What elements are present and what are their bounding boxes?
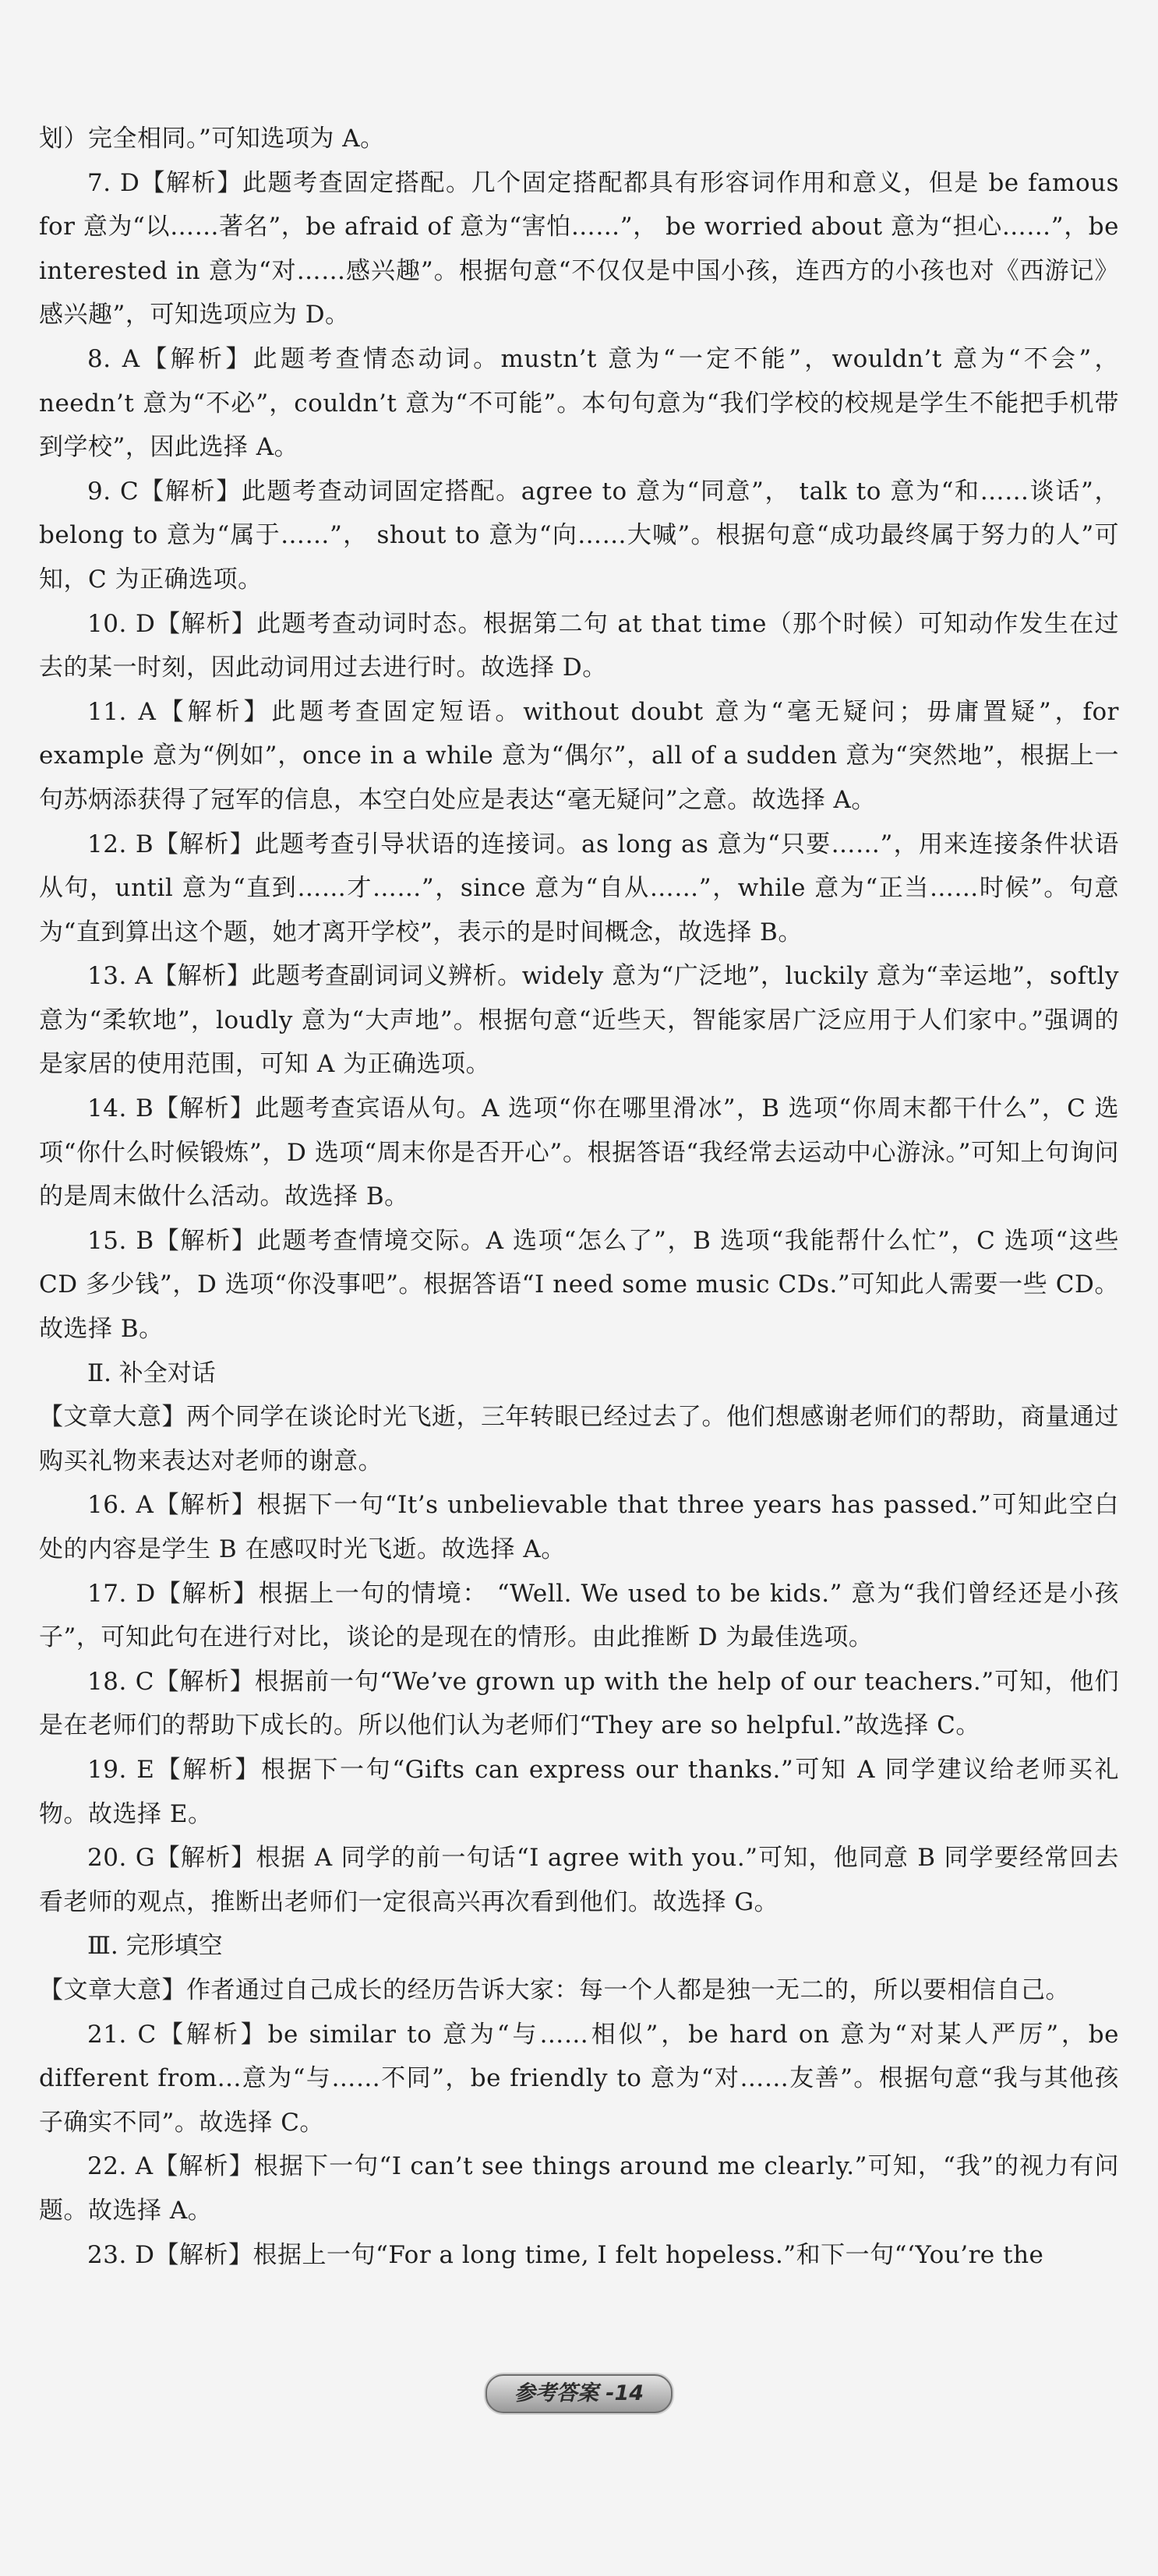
paragraph: 13. A【解析】此题考查副词词义辨析。widely 意为“广泛地”，luckily 意为“幸运地”，softly 意为“柔软地”，loudly 意为“大声地”。根据句意“近些天，智能家居广泛应用于人们家中。”强调的是家居的使用范围，可知 A 为正确选项。	[39, 962, 1119, 1079]
paragraph: 7. D【解析】此题考查固定搭配。几个固定搭配都具有形容词作用和意义，但是 be famous for 意为“以……著名”，be afraid of 意为“害怕……”， be worried about 意为“担心……”，be interested in 意为“对……感兴趣”。根据句意“不仅仅是中国小孩，连西方的小孩也对《西游记》感兴趣”，可知选项应为 D。	[39, 168, 1119, 329]
paragraph: 22. A【解析】根据下一句“I can’t see things around me clearly.”可知，“我”的视力有问题。故选择 A。	[39, 2152, 1119, 2225]
paragraph: 21. C【解析】be similar to 意为“与……相似”，be hard on 意为“对某人严厉”，be different from...意为“与……不同”，be friendly to 意为“对……友善”。根据句意“我与其他孩子确实不同”。故选择 C。	[39, 2020, 1119, 2137]
paragraph: 11. A【解析】此题考查固定短语。without doubt 意为“毫无疑问；毋庸置疑”，for example 意为“例如”，once in a while 意为“偶尔”，all of a sudden 意为“突然地”，根据上一句苏炳添获得了冠军的信息，本空白处应是表达“毫无疑问”之意。故选择 A。	[39, 697, 1119, 814]
paragraph: 23. D【解析】根据上一句“For a long time, I felt hopeless.”和下一句“‘You’re the	[87, 2240, 1044, 2269]
paragraph: 19. E【解析】根据下一句“Gifts can express our thanks.”可知 A 同学建议给老师买礼物。故选择 E。	[39, 1755, 1119, 1828]
paragraph: 【文章大意】两个同学在谈论时光飞逝，三年转眼已经过去了。他们想感谢老师们的帮助，商量通过购买礼物来表达对老师的谢意。	[39, 1403, 1119, 1475]
paragraph: 20. G【解析】根据 A 同学的前一句话“I agree with you.”可知，他同意 B 同学要经常回去看老师的观点，推断出老师们一定很高兴再次看到他们。故选择 G。	[39, 1844, 1119, 1916]
paragraph: 12. B【解析】此题考查引导状语的连接词。as long as 意为“只要……”，用来连接条件状语从句，until 意为“直到……才……”，since 意为“自从……”，while 意为“正当……时候”。句意为“直到算出这个题，她才离开学校”，表示的是时间概念，故选择 B。	[39, 830, 1119, 946]
paragraph: 14. B【解析】此题考查宾语从句。A 选项“你在哪里滑冰”，B 选项“你周末都干什么”，C 选项“你什么时候锻炼”，D 选项“周末你是否开心”。根据答语“我经常去运动中心游泳。”可知上句询问的是周末做什么活动。故选择 B。	[39, 1094, 1119, 1211]
paragraph: 18. C【解析】根据前一句“We’ve grown up with the help of our teachers.”可知，他们是在老师们的帮助下成长的。所以他们认为老师们“They are so helpful.”故选择 C。	[39, 1667, 1119, 1740]
paragraph: 10. D【解析】此题考查动词时态。根据第二句 at that time（那个时候）可知动作发生在过去的某一时刻，因此动词用过去进行时。故选择 D。	[39, 609, 1119, 682]
paragraph: 17. D【解析】根据上一句的情境： “Well. We used to be kids.” 意为“我们曾经还是小孩子”，可知此句在进行对比，谈论的是现在的情形。由此推断 D 为最佳选项。	[39, 1579, 1119, 1652]
paragraph: 划）完全相同。”可知选项为 A。	[39, 125, 385, 153]
paragraph: 【文章大意】作者通过自己成长的经历告诉大家：每一个人都是独一无二的，所以要相信自己。	[39, 1975, 1070, 2004]
page-number-badge: 参考答案 -14	[485, 2374, 673, 2413]
page-footer	[0, 2366, 1158, 2421]
section-heading: Ⅲ. 完形填空	[87, 1932, 223, 1961]
paragraph: 9. C【解析】此题考查动词固定搭配。agree to 意为“同意”， talk to 意为“和……谈话”， belong to 意为“属于……”， shout to 意为“向……大喊”。根据句意“成功最终属于努力的人”可知，C 为正确选项。	[39, 477, 1119, 594]
page-content	[39, 117, 1119, 2277]
paragraph: 16. A【解析】根据下一句“It’s unbelievable that three years has passed.”可知此空白处的内容是学生 B 在感叹时光飞逝。故选择 A。	[39, 1491, 1119, 1563]
section-heading: Ⅱ. 补全对话	[87, 1358, 216, 1387]
paragraph: 15. B【解析】此题考查情境交际。A 选项“怎么了”，B 选项“我能帮什么忙”，C 选项“这些 CD 多少钱”，D 选项“你没事吧”。根据答语“I need some music CDs.”可知此人需要一些 CD。故选择 B。	[39, 1226, 1119, 1344]
paragraph: 8. A【解析】此题考查情态动词。mustn’t 意为“一定不能”，wouldn’t 意为“不会”，needn’t 意为“不必”，couldn’t 意为“不可能”。本句句意为“我们学校的校规是学生不能把手机带到学校”，因此选择 A。	[39, 344, 1119, 462]
